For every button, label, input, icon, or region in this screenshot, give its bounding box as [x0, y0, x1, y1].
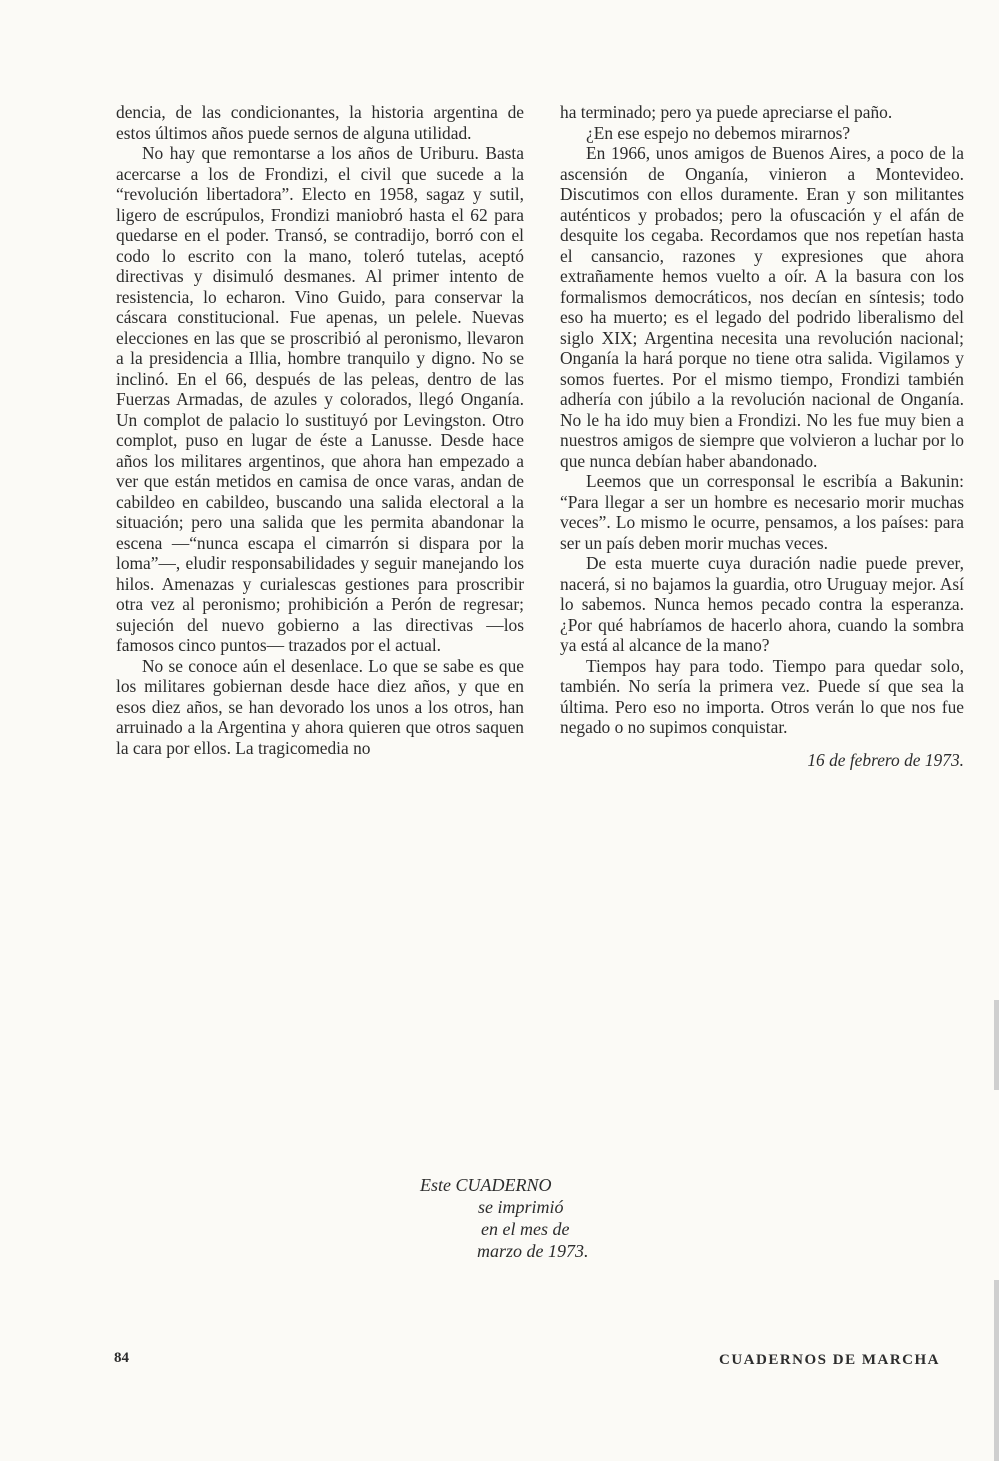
paragraph: No hay que remontarse a los años de Uriburu. Basta acercarse a los de Frondizi, el civil que sucede a la “revolución libertadora”. Electo en 1958, sagaz y sutil, ligero de escrúpulos, Frondizi maniobró hasta el 62 para quedarse en el poder. Transó, se contradijo, borró con el codo lo escrito con la mano, toleró tutelas, aceptó directivas y disimuló desmanes. Al primer intento de resistencia, lo echaron. Vino Guido, para conservar la cáscara constitucional. Fue apenas, un pelele. Nuevas elecciones en las que se proscribió al peronismo, llevaron a la presidencia a Illia, hombre tranquilo y digno. No se inclinó. En el 66, después de las peleas, dentro de las Fuerzas Armadas, de azules y colorados, llegó Onganía. Un complot de palacio lo sustituyó por Levingston. Otro complot, puso en lugar de éste a Lanusse. Desde hace años los militares argentinos, que ahora han empezado a ver que están metidos en camisa de once varas, andan de cabildeo en cabildeo, buscando una salida electoral a la situación; pero una salida que les permita abandonar la escena —“nunca escapa el cimarrón si dispara por la loma”—, eludir responsabilidades y seguir manejando los hilos. Amenazas y curialescas gestiones para proscribir otra vez al peronismo; prohibición a Perón de regresar; sujeción del nuevo gobierno a las directivas —los famosos cinco puntos— trazados por el actual.: [116, 143, 524, 655]
colophon-line: se imprimió: [478, 1197, 564, 1217]
colophon-line: en el mes de: [481, 1219, 570, 1239]
dateline: 16 de febrero de 1973.: [807, 749, 964, 770]
paragraph: Tiempos hay para todo. Tiempo para quedar solo, también. No sería la primera vez. Puede sí que sea la última. Pero eso no importa. Otros verán lo que nos fue negado o no supimos conquistar.: [560, 655, 964, 737]
page-edge-shadow: [994, 1000, 999, 1090]
running-title: CUADERNOS DE MARCHA: [719, 1352, 941, 1368]
colophon-line: marzo de 1973.: [477, 1241, 589, 1261]
paragraph: dencia, de las condicionantes, la historia argentina de estos últimos años puede sernos de alguna utilidad.: [116, 102, 524, 143]
colophon-line: Este CUADERNO: [420, 1175, 552, 1195]
paragraph: De esta muerte cuya duración nadie puede prever, nacerá, si no bajamos la guardia, otro Uruguay mejor. Así lo sabemos. Nunca hemos pecado contra la esperanza. ¿Por qué habríamos de hacerlo ahora, cuando la sombra ya está al alcance de la mano?: [560, 553, 964, 655]
right-text-column: [560, 102, 964, 770]
page-number: 84: [114, 1350, 129, 1366]
colophon: [420, 1174, 640, 1262]
page-edge-shadow: [994, 1280, 999, 1461]
left-text-column: [116, 102, 524, 758]
paragraph: No se conoce aún el desenlace. Lo que se sabe es que los militares gobiernan desde hace diez años, y que en esos diez años, se han devorado los unos a los otros, han arruinado a la Argentina y ahora quieren que otros saquen la cara por ellos. La tragicomedia no: [116, 655, 524, 758]
paragraph: ¿En ese espejo no debemos mirarnos?: [586, 122, 851, 143]
paragraph: Leemos que un corresponsal le escribía a Bakunin: “Para llegar a ser un hombre es necesario morir muchas veces”. Lo mismo le ocurre, pensamos, a los países: para ser un país deben morir muchas veces.: [560, 471, 964, 553]
paragraph: En 1966, unos amigos de Buenos Aires, a poco de la ascensión de Onganía, vinieron a Montevideo. Discutimos con ellos duramente. Eran y son militantes auténticos y probados; pero la ofuscación y el afán de desquite los cegaba. Recordamos que nos repetían hasta el cansancio, razones y expresiones que ahora extrañamente hemos vuelto a oír. A la basura con los formalismos democráticos, nos decían en síntesis; todo eso ha muerto; es el legado del podrido liberalismo del siglo XIX; Argentina necesita una revolución nacional; Onganía la hará porque no tiene otra salida. Vigilamos y somos fuertes. Por el mismo tiempo, Frondizi también adhería con júbilo a la revolución nacional de Onganía. No le ha ido muy bien a Frondizi. No les fue muy bien a nuestros amigos de siempre que volvieron a luchar por lo que nunca debían haber abandonado.: [560, 143, 964, 471]
paragraph: ha terminado; pero ya puede apreciarse el paño.: [560, 102, 893, 122]
